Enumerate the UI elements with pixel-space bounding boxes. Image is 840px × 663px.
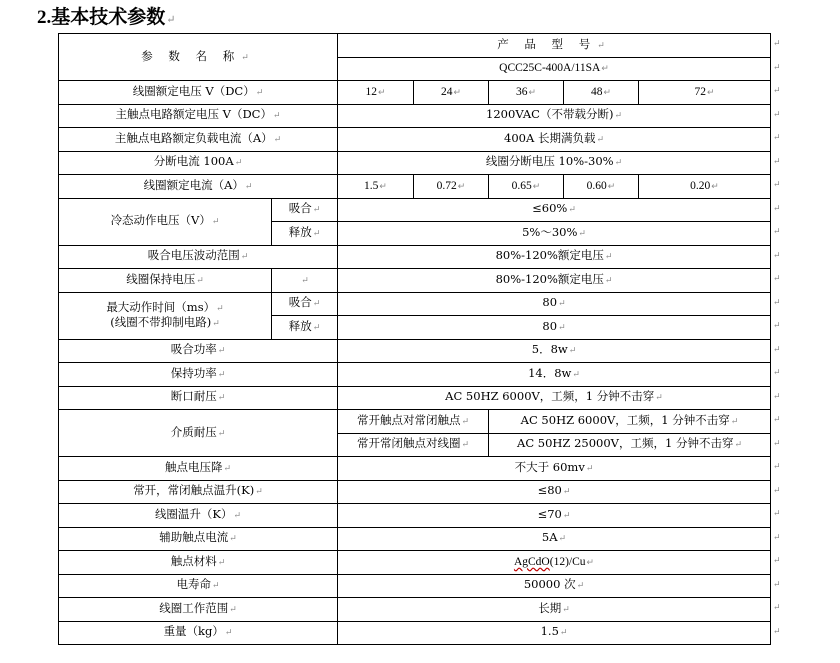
cell-value: ≤80↵ (338, 480, 771, 504)
table-row (59, 175, 771, 199)
row-label: 线圈保持电压↵ (59, 269, 272, 293)
parameter-table (58, 33, 771, 645)
table-row (59, 363, 771, 387)
row-end-mark-icon: ↵ (773, 274, 781, 285)
row-label: 重量（kg）↵ (59, 621, 338, 645)
cell-value: 0.72↵ (414, 175, 489, 199)
section-heading (37, 2, 175, 29)
row-label: 保持功率↵ (59, 363, 338, 387)
model-code: QCC25C-400A/11SA↵ (338, 57, 771, 81)
row-label: 辅助触点电流↵ (59, 527, 338, 551)
row-label: 线圈温升（K）↵ (59, 504, 338, 528)
product-model-header: 产 品 型 号↵ (338, 34, 771, 58)
sub-label: 释放↵ (272, 316, 338, 340)
cell-value: AC 50HZ 6000V，工频，1 分钟不击穿↵ (489, 410, 771, 434)
table-row (59, 574, 771, 598)
cell-value: 80↵ (338, 292, 771, 316)
cell-value: 0.65↵ (489, 175, 564, 199)
cell-value: ≤70↵ (338, 504, 771, 528)
cell-value: AgCdO(12)/Cu↵ (338, 551, 771, 575)
cell-value: 不大于 60mv↵ (338, 457, 771, 481)
row-end-mark-icon: ↵ (773, 297, 781, 308)
table-row (59, 480, 771, 504)
table-row (59, 410, 771, 434)
row-end-mark-icon: ↵ (773, 485, 781, 496)
row-end-mark-icon: ↵ (773, 227, 781, 238)
row-end-mark-icon: ↵ (773, 509, 781, 520)
table-row (59, 527, 771, 551)
cell-value: 72↵ (639, 81, 771, 105)
table-row (59, 386, 771, 410)
row-label: 常开，常闭触点温升(K)↵ (59, 480, 338, 504)
row-end-mark-icon: ↵ (773, 203, 781, 214)
sub-label: 吸合↵ (272, 198, 338, 222)
table-row (59, 81, 771, 105)
sub-label: 释放↵ (272, 222, 338, 246)
row-label: 线圈额定电压 V（DC）↵ (59, 81, 338, 105)
table-row (59, 457, 771, 481)
table-row (59, 34, 771, 58)
row-label: 吸合功率↵ (59, 339, 338, 363)
table-row (59, 292, 771, 316)
cell-value: 0.60↵ (564, 175, 639, 199)
table-row (59, 621, 771, 645)
table-row (59, 339, 771, 363)
cell-value: 长期↵ (338, 598, 771, 622)
cell-value: 80%-120%额定电压↵ (338, 245, 771, 269)
row-label: 主触点电路额定负载电流（A）↵ (59, 128, 338, 152)
row-end-mark-icon: ↵ (773, 86, 781, 97)
row-end-mark-icon: ↵ (773, 556, 781, 567)
cell-value: 0.20↵ (639, 175, 771, 199)
cell-value: 1200VAC（不带载分断)↵ (338, 104, 771, 128)
cell-value: 14．8w↵ (338, 363, 771, 387)
row-end-mark-icon: ↵ (773, 39, 781, 50)
cell-value: 5．8w↵ (338, 339, 771, 363)
row-label: 断口耐压↵ (59, 386, 338, 410)
cell-value: 80%-120%额定电压↵ (338, 269, 771, 293)
row-end-mark-icon: ↵ (773, 133, 781, 144)
cell-value: 12↵ (338, 81, 414, 105)
row-end-mark-icon: ↵ (773, 368, 781, 379)
row-end-mark-icon: ↵ (773, 62, 781, 73)
row-end-mark-icon: ↵ (773, 344, 781, 355)
row-end-mark-icon: ↵ (773, 391, 781, 402)
row-label: 介质耐压↵ (59, 410, 338, 457)
row-end-mark-icon: ↵ (773, 415, 781, 426)
cell-value: 80↵ (338, 316, 771, 340)
cell-value: 5A↵ (338, 527, 771, 551)
row-label: 分断电流 100A↵ (59, 151, 338, 175)
row-end-mark-icon: ↵ (773, 250, 781, 261)
sub-label: 常开常闭触点对线圈↵ (338, 433, 489, 457)
row-end-mark-icon: ↵ (773, 438, 781, 449)
cell-value: 1.5↵ (338, 621, 771, 645)
table-row (59, 598, 771, 622)
section-number: 2. (37, 7, 52, 28)
table-row (59, 104, 771, 128)
row-label: 电寿命↵ (59, 574, 338, 598)
table-row (59, 269, 771, 293)
table-row (59, 245, 771, 269)
cell-value: 36↵ (489, 81, 564, 105)
row-label: 吸合电压波动范围↵ (59, 245, 338, 269)
table-row (59, 128, 771, 152)
sub-label: 常开触点对常闭触点↵ (338, 410, 489, 434)
cell-value: 400A 长期满负载↵ (338, 128, 771, 152)
cell-value: ≤60%↵ (338, 198, 771, 222)
table-row (59, 151, 771, 175)
row-label: 触点电压降↵ (59, 457, 338, 481)
row-label: 触点材料↵ (59, 551, 338, 575)
paragraph-mark-icon: ↵ (166, 13, 176, 26)
row-label: 最大动作时间（ms）↵ (线圈不带抑制电路)↵ (59, 292, 272, 339)
row-end-mark-icon: ↵ (773, 109, 781, 120)
cell-value: 5%～30%↵ (338, 222, 771, 246)
row-end-mark-icon: ↵ (773, 462, 781, 473)
cell-value: 1.5↵ (338, 175, 414, 199)
row-end-mark-icon: ↵ (773, 603, 781, 614)
row-label: 主触点电路额定电压 V（DC）↵ (59, 104, 338, 128)
row-label: 线圈工作范围↵ (59, 598, 338, 622)
table-row (59, 551, 771, 575)
cell-value: 线圈分断电压 10%-30%↵ (338, 151, 771, 175)
cell-value: AC 50HZ 25000V，工频，1 分钟不击穿↵ (489, 433, 771, 457)
cell-value: 50000 次↵ (338, 574, 771, 598)
row-end-mark-icon: ↵ (773, 180, 781, 191)
sub-label: 吸合↵ (272, 292, 338, 316)
row-label: 线圈额定电流（A）↵ (59, 175, 338, 199)
row-end-mark-icon: ↵ (773, 156, 781, 167)
row-end-mark-icon: ↵ (773, 579, 781, 590)
section-title: 基本技术参数 (51, 6, 166, 28)
row-label: 冷态动作电压（V）↵ (59, 198, 272, 245)
row-end-mark-icon: ↵ (773, 626, 781, 637)
table-row (59, 504, 771, 528)
cell-value: AC 50HZ 6000V，工频，1 分钟不击穿↵ (338, 386, 771, 410)
empty-cell: ↵ (272, 269, 338, 293)
cell-value: 48↵ (564, 81, 639, 105)
table-row (59, 198, 771, 222)
row-end-mark-icon: ↵ (773, 321, 781, 332)
row-end-mark-icon: ↵ (773, 532, 781, 543)
param-name-header: 参 数 名 称↵ (59, 34, 338, 81)
cell-value: 24↵ (414, 81, 489, 105)
